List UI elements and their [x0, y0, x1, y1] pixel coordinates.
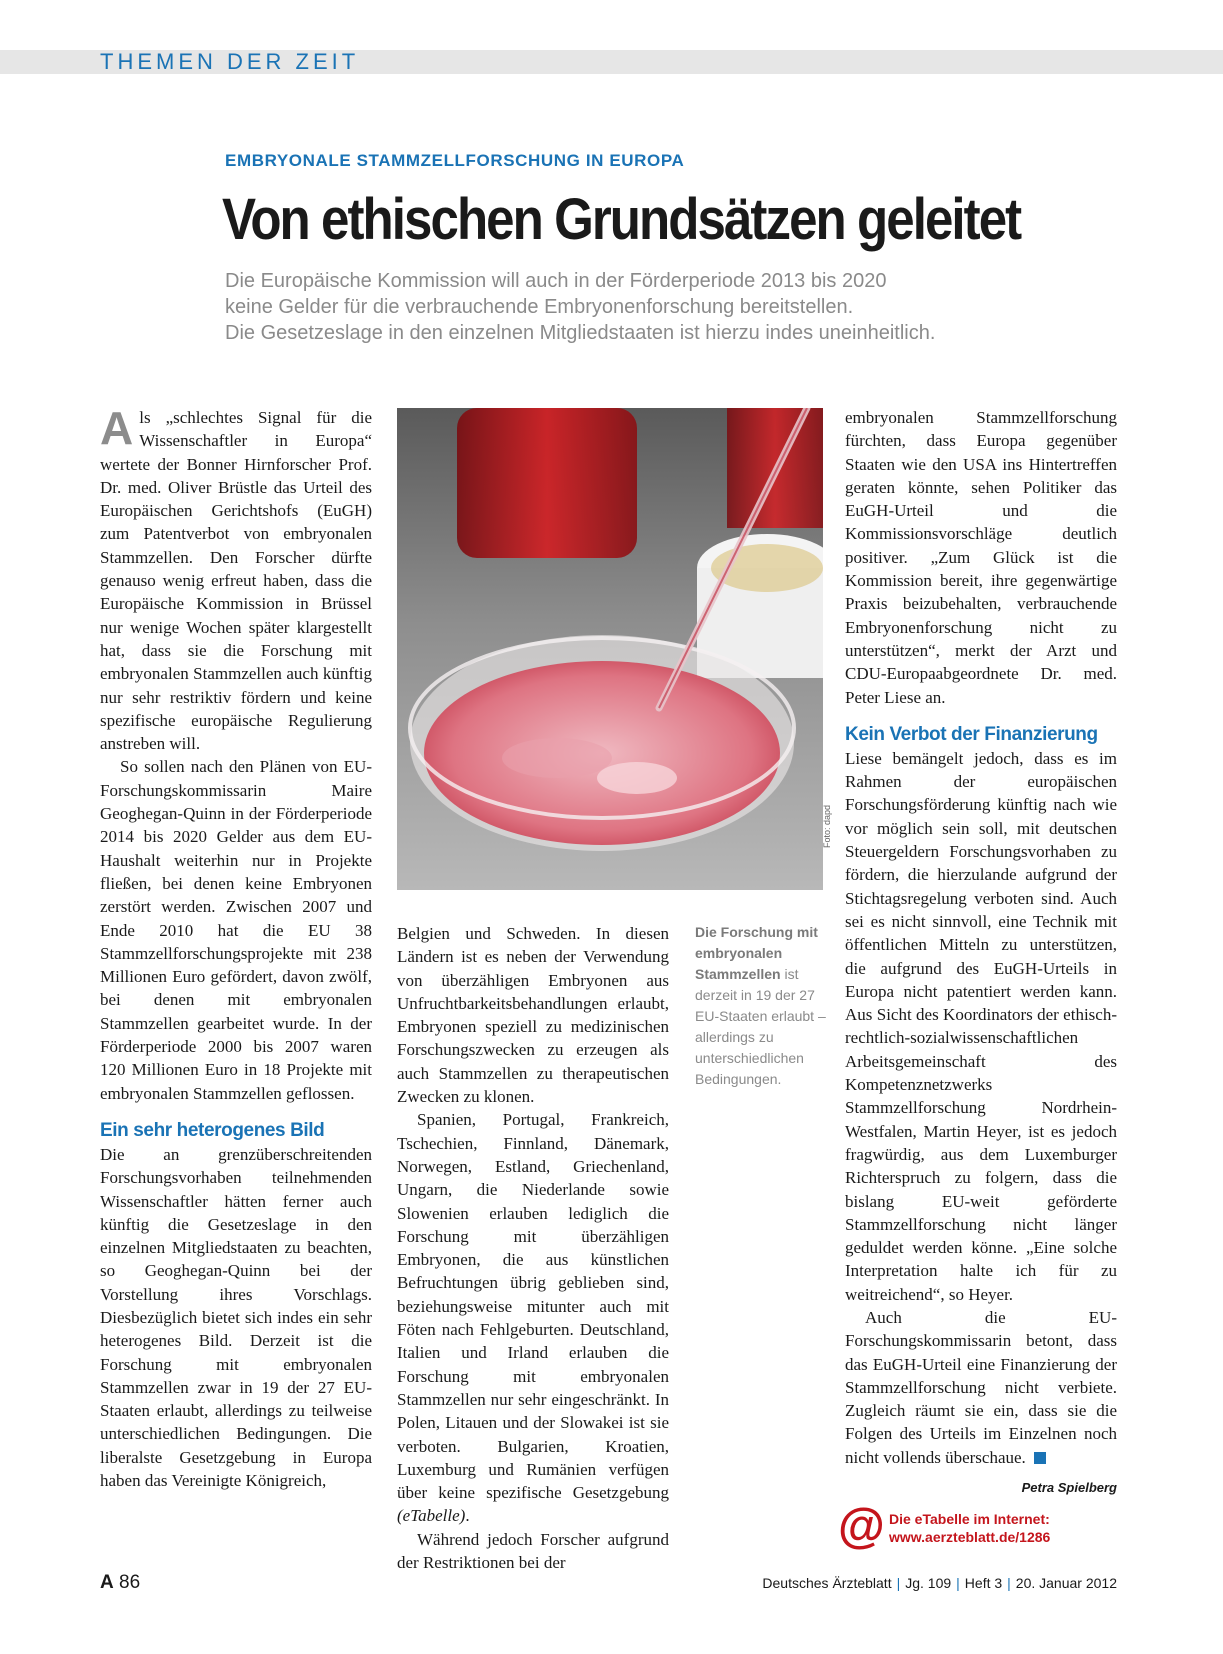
- section-label: THEMEN DER ZEIT: [100, 49, 360, 74]
- end-mark-icon: [1034, 1452, 1046, 1464]
- page-number: [100, 1572, 140, 1594]
- article-kicker: EMBRYONALE STAMMZELLFORSCHUNG IN EUROPA: [225, 151, 685, 170]
- paragraph: Liese bemängelt jedoch, dass es im Rahmen der europäischen Forschungsförderung künftig nach wie vor möglich sein soll, mit deutschen Steuergeldern Forschungsvorhaben zu fördern, die hierzulande aufgrund der Stichtagsregelung verboten sind. Auch sei es nicht sinnvoll, eine Technik mit öffentlichen Mitteln zu unterstützen, die aufgrund des EuGH-Urteils in Europa nicht patentiert werden kann. Aus Sicht des Koordinators der ethisch-rechtlich-sozialwissenschaftlichen Arbeitsgemeinschaft des Kompetenznetzwerks Stammzellforschung Nordrhein-Westfalen, Martin Heyer, ist es jedoch fragwürdig, aus dem Luxemburger Richterspruch zu folgern, dass die bislang EU-weit geförderte Stammzellforschung nicht länger geduldet werden könne. „Eine solche Interpretation halte ich für zu weitreichend“, so Heyer.: [845, 748, 1117, 1304]
- lead-line: Die Gesetzeslage in den einzelnen Mitgliedstaaten ist hierzu indes uneinheitlich.: [225, 322, 936, 344]
- subheading: Ein sehr heterogenes Bild: [100, 1119, 325, 1141]
- article-headline: Von ethischen Grundsätzen geleitet: [222, 187, 1021, 252]
- paragraph: [397, 1108, 669, 1527]
- caption-bold: Die Forschung mit embryonalen Stammzellen: [695, 924, 818, 982]
- paragraph: Während jedoch Forscher aufgrund der Restriktionen bei der: [397, 1529, 669, 1573]
- journal-volume: Jg. 109: [905, 1575, 952, 1591]
- journal-info: [762, 1575, 1117, 1591]
- etabelle-link[interactable]: [889, 1510, 1050, 1546]
- drop-cap: A: [100, 402, 134, 454]
- page-prefix: A: [100, 1572, 114, 1593]
- petri-dish-photo: [397, 408, 823, 890]
- paragraph: So sollen nach den Plänen von EU-Forschungskommissarin Maire Geoghegan-Quinn in der Förderperiode 2014 bis 2020 Gelder aus dem EU-Haushalt weiterhin nur in Projekte fließen, bei denen keine Embryonen zerstört werden. Zwischen 2007 und Ende 2010 hat die EU 38 Stammzellforschungsprojekte mit 238 Millionen Euro gefördert, davon zwölf, bei denen mit embryonalen Stammzellen gearbeitet wurde. In der Förderperiode 2000 bis 2007 waren 120 Millionen Euro in 18 Projekte mit embryonalen Stammzellen geflossen.: [100, 757, 372, 1103]
- caption-text: ist derzeit in 19 der 27 EU-Staaten erlaubt – allerdings zu unterschiedlichen Bedingungen.: [695, 966, 826, 1087]
- page-number-value: 86: [119, 1572, 141, 1593]
- paragraph-text: Auch die EU-Forschungskommissarin betont, dass das EuGH-Urteil eine Finanzierung der Stammzellforschung nicht verbiete. Zugleich räumt sie ein, dass sie die Folgen des Urteils im Einzelnen noch nicht vollends überschaue.: [845, 1307, 1117, 1467]
- text-column-3: [845, 406, 1117, 1469]
- lead-line: keine Gelder für die verbrauchende Embryonenforschung bereitstellen.: [225, 296, 854, 318]
- paragraph-text: Spanien, Portugal, Frankreich, Tschechien, Finnland, Dänemark, Norwegen, Estland, Griechenland, Ungarn, die Niederlande sowie Slowenien erlauben lediglich die Forschung mit überzähligen Embryonen, die aus künstlichen Befruchtungen übrig geblieben sind, beziehungsweise mitunter auch mit Föten nach Fehlgeburten. Deutschland, Italien und Irland erlauben die Forschung mit embryonalen Stammzellen nur sehr eingeschränkt. In Polen, Litauen und der Slowakei ist sie verboten. Bulgarien, Kroatien, Luxemburg und Rumänien verfügen über keine spezifische Gesetzgebung: [397, 1110, 669, 1503]
- etabelle-url[interactable]: www.aerzteblatt.de/1286: [889, 1529, 1051, 1545]
- author-name: Petra Spielberg: [1021, 1480, 1117, 1495]
- separator: |: [1007, 1575, 1011, 1591]
- paragraph: Die an grenzüberschreitenden Forschungsvorhaben teilnehmenden Wissenschaftler hätten ferner auch künftig die Gesetzeslage in den einzelnen Mitgliedstaaten zu beachten, so Geoghegan-Quinn bei der Vorstellung ihres Vorschlags. Diesbezüglich bietet sich indes ein sehr heterogenes Bild. Derzeit ist die Forschung mit embryonalen Stammzellen zwar in 19 der 27 EU-Staaten erlaubt, allerdings zu teilweise unterschiedlichen Bedingungen. Die liberalste Gesetzgebung in Europa haben das Vereinigte Königreich,: [100, 1144, 372, 1491]
- text-column-2: [397, 922, 669, 1574]
- separator: |: [956, 1575, 960, 1591]
- article-lead: [225, 268, 1105, 346]
- text-column-1: [100, 402, 372, 1492]
- photo-caption: [695, 922, 830, 1090]
- journal-name: Deutsches Ärzteblatt: [762, 1575, 892, 1591]
- paragraph: [845, 1306, 1117, 1469]
- paragraph: Belgien und Schweden. In diesen Ländern ist es neben der Verwendung von überzähligen Embryonen aus Unfruchtbarkeitsbehandlungen erlaubt, Embryonen speziell zu medizinischen Forschungszwecken zu erzeugen als auch Stammzellen zu therapeutischen Zwecken zu klonen.: [397, 924, 669, 1107]
- journal-issue: Heft 3: [964, 1575, 1003, 1591]
- at-sign-icon: @: [838, 1500, 885, 1553]
- lead-line: Die Europäische Kommission will auch in der Förderperiode 2013 bis 2020: [225, 270, 887, 292]
- paragraph-end: .: [465, 1506, 470, 1526]
- subheading: Kein Verbot der Finanzierung: [845, 723, 1098, 745]
- paragraph: [100, 402, 372, 755]
- paragraph-text: ls „schlechtes Signal für die Wissenschaftler in Europa“ wertete der Bonner Hirnforscher Prof. Dr. med. Oliver Brüstle das Urteil des Europäischen Gerichtshofs (EuGH) zum Patentverbot von embryonalen Stammzellen. Den Forscher dürfte genauso wenig erfreut haben, dass die Europäische Kommission in Brüssel nur wenige Wochen später klargestellt hat, dass sie die Forschung mit embryonalen Stammzellen auch künftig nur sehr restriktiv fördern und keine spezifische europäische Regulierung anstreben will.: [100, 408, 372, 754]
- petri-dish-image: [397, 408, 823, 890]
- paragraph: embryonalen Stammzellforschung fürchten, dass Europa gegenüber Staaten wie den USA ins Hintertreffen geraten könnte, sehen Politiker das EuGH-Urteil und die Kommissionsvorschläge deutlich positiver. „Zum Glück ist die Kommission bereit, ihre gegenwärtige Praxis beizubehalten, verbrauchende Embryonenforschung nicht zu unterstützen“, merkt der Arzt und CDU-Europaabgeordnete Dr. med. Peter Liese an.: [845, 408, 1117, 707]
- etabelle-label: Die eTabelle im Internet:: [889, 1511, 1050, 1527]
- photo-credit: Foto: dapd: [822, 804, 832, 848]
- journal-date: 20. Januar 2012: [1015, 1575, 1117, 1591]
- separator: |: [896, 1575, 901, 1591]
- etabelle-reference: (eTabelle): [397, 1506, 466, 1526]
